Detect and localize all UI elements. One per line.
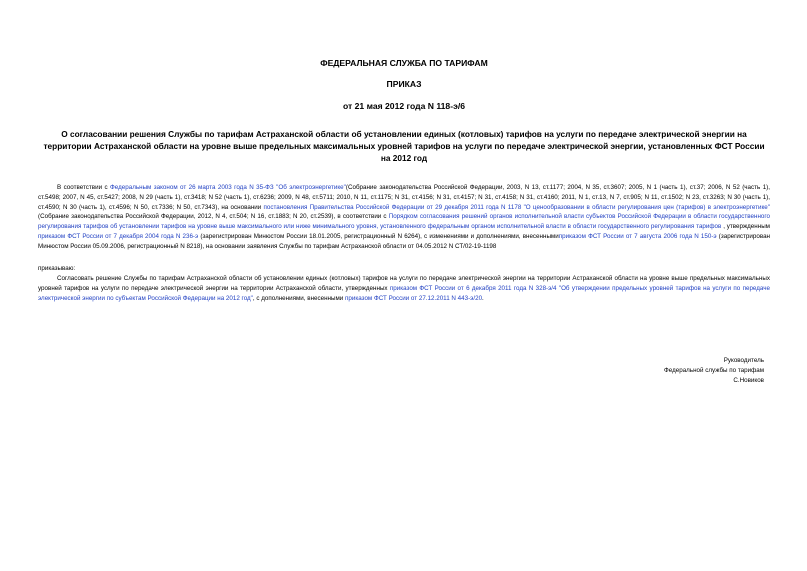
order-paragraph [38, 274, 770, 303]
preamble-text-3: (Собрание законодательства Российской Федерации, 2012, N 4, ст.504; N 16, ст.1883; N 20, ст.2539), в соответствии с [38, 213, 389, 221]
signer-position-line2: Федеральной службы по тарифам [664, 367, 764, 374]
link-federal-law-35fz[interactable]: Федеральным законом от 26 марта 2003 года N 35-ФЗ "Об электроэнергетике" [110, 184, 346, 191]
signer-name: С.Новиков [733, 377, 764, 384]
preamble-text-1: В соответствии с [57, 184, 111, 191]
order-text-2: , с дополнениями, внесенными [252, 294, 346, 302]
preamble-text-5: (зарегистрирован Минюстом России 18.01.2005, регистрационный N 6264), с изменениями и дополнениями, внесенными [198, 232, 559, 240]
link-order-328e4[interactable]: приказом ФСТ России от 6 декабря 2011 года N 328-э/4 "Об утверждении предельных уровней тарифов на услуги по передаче электрической энергии по субъектам Российской Федерации на 2012 год" [38, 284, 770, 302]
link-government-decree-1178[interactable]: постановления Правительства Российской Федерации от 29 декабря 2011 года N 1178 "О ценообразовании в области регулирования цен (тарифов) в электроэнергетике" [263, 203, 770, 211]
order-text-1: Согласовать решение Службы по тарифам Астраханской области об установлении единых (котловых) тарифов на услуги по передаче электрической энергии на территории Астраханской области на уровне выше предельных максимальных уровней тарифов на услуги по передаче электрической энергии на территории Астраханской области, утвержденных [38, 275, 770, 292]
order-text-3: . [482, 294, 484, 302]
preamble-paragraph [38, 183, 770, 252]
preamble-text-2: (Собрание законодательства Российской Федерации, 2003, N 13, ст.1177; 2004, N 35, ст.3607; 2005, N 1 (часть 1), ст.37; 2006, N 52 (часть 1), ст.5498; 2007, N 45, ст.5427; 2008, N 29 (часть 1), ст.3418; N 52 (часть 1), ст.6236; 2009, N 48, ст.5711; 2010, N 11, ст.1175; N 31, ст.4156; N 31, ст.4157; N 31, ст.4158; N 31, ст.4160; 2011, N 1, ст.13, N 7, ст.905; N 11, ст.1502; N 23, ст.3263; N 30 (часть 1), ст.4590; N 30 (часть 1), ст.4596; N 50, ст.7336; N 50, ст.7343), на основании [38, 184, 770, 211]
preamble-text-6: (зарегистрирован Минюстом России 05.09.2006, регистрационный N 8218), на основании заявления Службы по тарифам Астраханской области от 04.05.2012 N СТ/02-19-1198 [38, 232, 770, 250]
document-title: О согласовании решения Службы по тарифам Астраханской области об установлении единых (котловых) тарифов на услуги по передаче электрической энергии на территории Астраханской области на уровне выше предельных максимальных уровней тарифов на услуги по передаче электрической энергии, установленных ФСТ России на 2012 год [43, 129, 765, 163]
signature-block [664, 356, 764, 386]
document-type: ПРИКАЗ [386, 79, 422, 89]
order-word: приказываю: [38, 265, 76, 272]
link-order-150e[interactable]: приказом ФСТ России от 7 августа 2006 года N 150-э [558, 232, 717, 240]
preamble-text-4: , утвержденным [721, 223, 770, 231]
signer-position-line1: Руководитель [723, 357, 764, 364]
document-date-number: от 21 мая 2012 года N 118-э/6 [343, 101, 465, 111]
agency-name: ФЕДЕРАЛЬНАЯ СЛУЖБА ПО ТАРИФАМ [320, 58, 488, 68]
link-order-443e20[interactable]: приказом ФСТ России от 27.12.2011 N 443-э/20 [345, 294, 483, 302]
link-order-236e[interactable]: приказом ФСТ России от 7 декабря 2004 года N 236-э [38, 232, 199, 240]
link-approval-procedure[interactable]: Порядком согласования решений органов исполнительной власти субъектов Российской Федерации в области государственного регулирования тарифов об установлении тарифов на уровне выше максимального или ниже минимального уровня, установленного федеральным органом исполнительной власти в области государственного регулирования тарифов [38, 213, 770, 231]
